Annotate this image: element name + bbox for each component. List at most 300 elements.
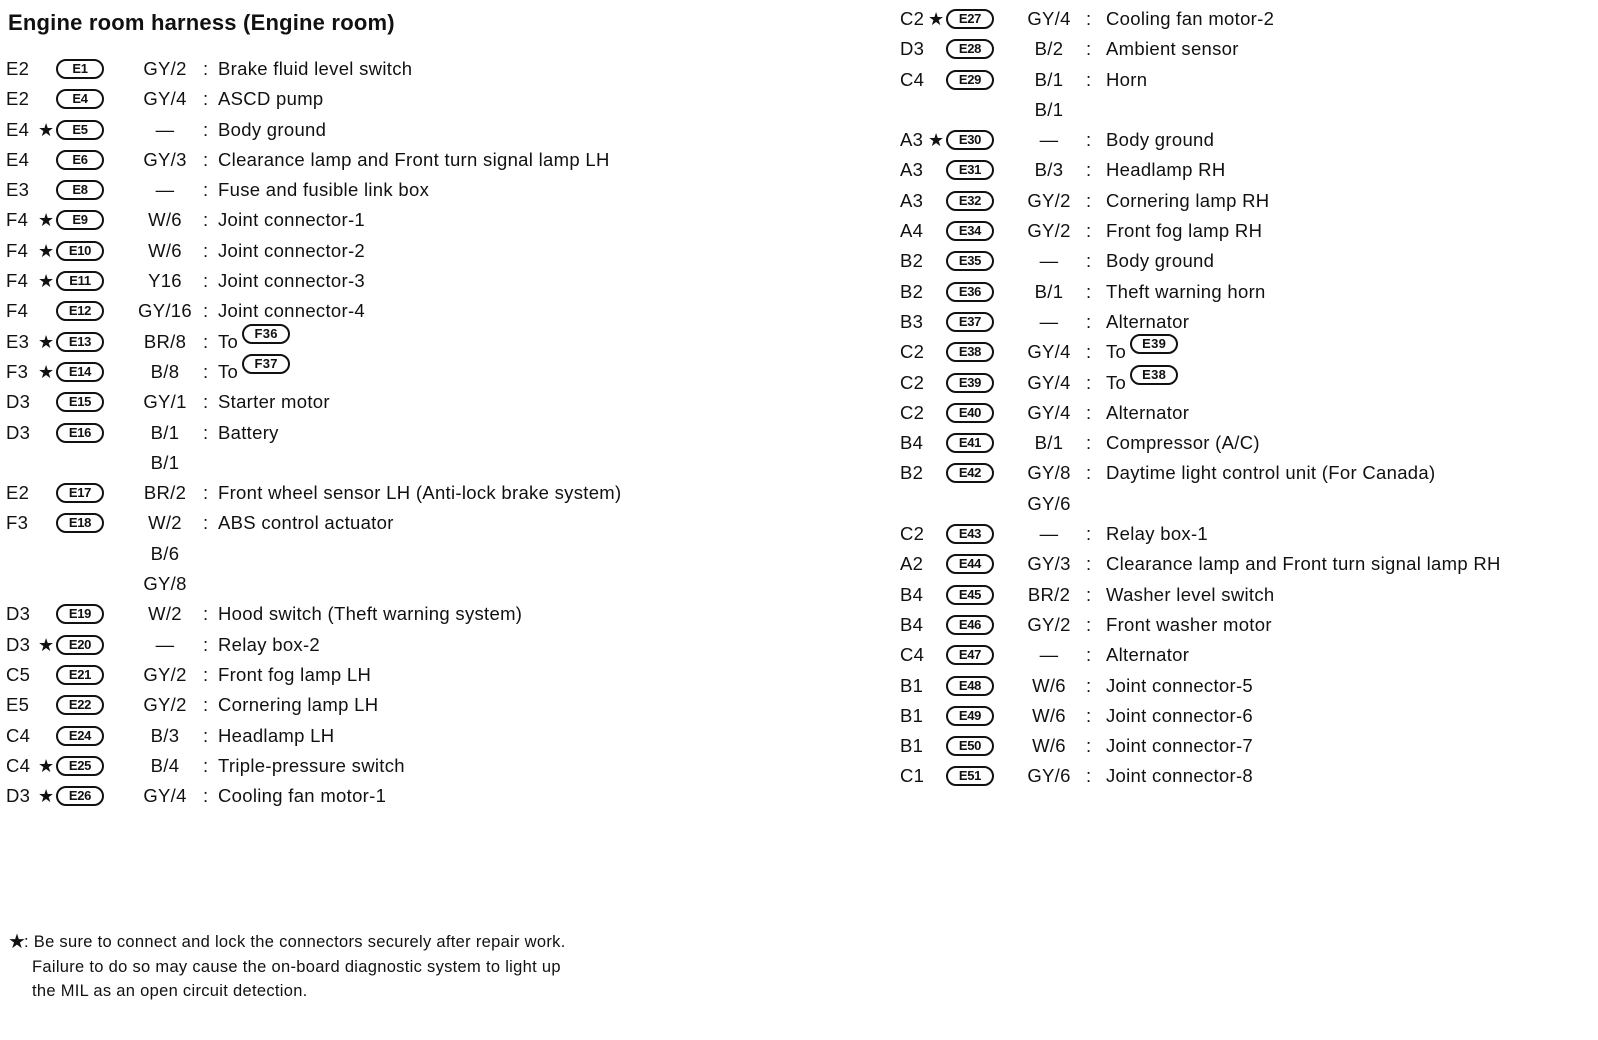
grid-reference: F4 (6, 300, 29, 322)
connector-description (218, 751, 405, 781)
connector-badge: E51 (946, 766, 994, 786)
description-text: Relay box-2 (218, 633, 321, 655)
connector-badge: E8 (56, 180, 104, 200)
description-text: Triple-pressure switch (218, 754, 405, 776)
connector-description (1106, 366, 1167, 398)
connector-badge: E30 (946, 130, 994, 150)
connector-row (900, 580, 1590, 610)
connector-color-pins: W/6 (148, 239, 182, 261)
grid-reference: E2 (6, 482, 30, 504)
connector-row (900, 549, 1590, 579)
separator-colon: : (1086, 735, 1092, 757)
connector-badge: E19 (56, 604, 104, 624)
connector-row (900, 216, 1590, 246)
connector-row (6, 175, 766, 205)
connector-description (1106, 671, 1253, 701)
connector-badge: E49 (946, 706, 994, 726)
target-connector-badge: E38 (1130, 365, 1178, 385)
connector-badge: E17 (56, 483, 104, 503)
connector-color-pins: — (1039, 129, 1059, 151)
connector-color-pins: GY/3 (143, 148, 187, 170)
description-text: Clearance lamp and Front turn signal lamp LH (218, 148, 610, 170)
description-text: Ambient sensor (1106, 38, 1239, 60)
grid-reference: C1 (900, 765, 925, 787)
connector-badge: E48 (946, 676, 994, 696)
separator-colon: : (203, 330, 209, 352)
grid-reference: A4 (900, 220, 924, 242)
separator-colon: : (1086, 129, 1092, 151)
connector-color-pins: GY/8 (143, 573, 187, 595)
connector-color-pins: GY/4 (143, 88, 187, 110)
description-text: Joint connector-8 (1106, 765, 1254, 787)
connector-color-pins: B/3 (1034, 159, 1064, 181)
connector-color-pins: GY/4 (143, 785, 187, 807)
connector-row (900, 398, 1590, 428)
description-text: Alternator (1106, 401, 1190, 423)
connector-badge: E20 (56, 635, 104, 655)
separator-colon: : (203, 603, 209, 625)
connector-description (218, 660, 371, 690)
grid-reference: F3 (6, 360, 29, 382)
connector-color-pins: — (1039, 250, 1059, 272)
separator-colon: : (203, 118, 209, 140)
grid-reference: E5 (6, 694, 30, 716)
connector-color-pins: W/6 (1032, 674, 1066, 696)
connector-color-pins: W/6 (148, 209, 182, 231)
description-text: To (1106, 341, 1127, 363)
connector-color-pins: GY/4 (1027, 8, 1071, 29)
connector-row (6, 418, 766, 448)
connector-list-right (900, 4, 1590, 792)
grid-reference: C2 (900, 8, 925, 29)
connector-row (6, 205, 766, 235)
connector-description (1106, 761, 1253, 791)
grid-reference: D3 (6, 421, 31, 443)
star-icon: ★ (928, 130, 945, 151)
star-icon: ★ (8, 931, 27, 953)
description-text: Joint connector-7 (1106, 735, 1254, 757)
description-text: Brake fluid level switch (218, 58, 413, 79)
connector-row (900, 246, 1590, 276)
connector-row (6, 478, 766, 508)
connector-color-pins: B/1 (1034, 98, 1064, 120)
description-text: Joint connector-6 (1106, 704, 1254, 726)
grid-reference: B2 (900, 280, 924, 302)
grid-reference: C2 (900, 371, 925, 393)
separator-colon: : (1086, 704, 1092, 726)
connector-color-pins: GY/2 (1027, 613, 1071, 635)
connector-row (900, 519, 1590, 549)
grid-reference: C4 (900, 68, 925, 90)
connector-color-pins: W/6 (1032, 735, 1066, 757)
connector-badge: E37 (946, 312, 994, 332)
grid-reference: E3 (6, 179, 30, 201)
star-icon: ★ (38, 331, 55, 352)
connector-description (218, 630, 320, 660)
description-text: Cornering lamp LH (218, 694, 379, 716)
grid-reference: F4 (6, 209, 29, 231)
star-icon: ★ (38, 271, 55, 292)
connector-color-pins: GY/16 (138, 300, 192, 322)
star-icon: ★ (38, 361, 55, 382)
description-text: Starter motor (218, 391, 330, 413)
connector-badge: E32 (946, 191, 994, 211)
description-text: ASCD pump (218, 88, 324, 110)
connector-row (6, 448, 766, 478)
separator-colon: : (203, 209, 209, 231)
description-text: Front washer motor (1106, 613, 1272, 635)
connector-description (1106, 307, 1189, 337)
separator-colon: : (203, 148, 209, 170)
connector-row (900, 610, 1590, 640)
connector-description (218, 478, 621, 508)
connector-row (6, 387, 766, 417)
connector-badge: E47 (946, 645, 994, 665)
description-text: Joint connector-2 (218, 239, 366, 261)
connector-row (900, 701, 1590, 731)
description-text: Cooling fan motor-1 (218, 785, 387, 807)
connector-row (900, 761, 1590, 791)
connector-row (6, 508, 766, 538)
connector-description (218, 296, 365, 326)
grid-reference: C2 (900, 401, 925, 423)
connector-row (900, 368, 1590, 398)
connector-row (6, 327, 766, 357)
connector-badge: E42 (946, 463, 994, 483)
separator-colon: : (1086, 341, 1092, 363)
connector-row (6, 236, 766, 266)
connector-badge: E28 (946, 39, 994, 59)
footnote-text (8, 930, 566, 1004)
connector-color-pins: GY/6 (1027, 765, 1071, 787)
description-text: Front fog lamp LH (218, 663, 372, 685)
separator-colon: : (203, 421, 209, 443)
connector-list-left (6, 54, 766, 811)
description-text: Joint connector-3 (218, 270, 366, 292)
star-icon: ★ (38, 755, 55, 776)
connector-description (1106, 428, 1260, 458)
grid-reference: B1 (900, 735, 924, 757)
star-icon: ★ (38, 786, 55, 807)
connector-description (1106, 731, 1253, 761)
grid-reference: B2 (900, 462, 924, 484)
separator-colon: : (203, 239, 209, 261)
connector-description (1106, 519, 1208, 549)
grid-reference: F3 (6, 512, 29, 534)
connector-row (900, 65, 1590, 95)
separator-colon: : (203, 663, 209, 685)
connector-description (1106, 155, 1226, 185)
connector-description (1106, 4, 1274, 34)
connector-row (900, 307, 1590, 337)
grid-reference: B3 (900, 310, 924, 332)
target-connector-badge: F37 (242, 354, 290, 374)
description-text: To (218, 330, 239, 352)
connector-color-pins: W/2 (148, 603, 182, 625)
separator-colon: : (1086, 280, 1092, 302)
connector-color-pins: BR/8 (143, 330, 187, 352)
connector-color-pins: B/1 (1034, 280, 1064, 302)
connector-badge: E27 (946, 9, 994, 29)
description-text: Fuse and fusible link box (218, 179, 430, 201)
connector-row (6, 145, 766, 175)
connector-row (6, 54, 766, 84)
grid-reference: D3 (900, 38, 925, 60)
connector-row (6, 569, 766, 599)
description-text: Alternator (1106, 644, 1190, 666)
description-text: Battery (218, 421, 279, 443)
separator-colon: : (1086, 68, 1092, 90)
footnote-line-3: the MIL as an open circuit detection. (32, 982, 308, 1000)
connector-description (1106, 186, 1269, 216)
connector-description (218, 115, 326, 145)
connector-color-pins: Y16 (148, 270, 182, 292)
separator-colon: : (1086, 159, 1092, 181)
grid-reference: E2 (6, 58, 30, 79)
connector-row (900, 277, 1590, 307)
connector-description (1106, 610, 1272, 640)
connector-badge: E24 (56, 726, 104, 746)
grid-reference: A3 (900, 129, 924, 151)
connector-badge: E46 (946, 615, 994, 635)
separator-colon: : (203, 360, 209, 382)
connector-description (218, 84, 324, 114)
connector-color-pins: GY/4 (1027, 401, 1071, 423)
connector-description (218, 355, 278, 387)
connector-badge: E43 (946, 524, 994, 544)
connector-row (900, 34, 1590, 64)
separator-colon: : (1086, 644, 1092, 666)
connector-color-pins: W/2 (148, 512, 182, 534)
connector-description (218, 145, 610, 175)
separator-colon: : (203, 300, 209, 322)
connector-badge: E45 (946, 585, 994, 605)
connector-badge: E14 (56, 362, 104, 382)
connector-badge: E25 (56, 756, 104, 776)
star-icon: ★ (38, 634, 55, 655)
separator-colon: : (1086, 189, 1092, 211)
connector-row (6, 84, 766, 114)
star-icon: ★ (928, 9, 945, 29)
page-title: Engine room harness (Engine room) (8, 10, 395, 35)
grid-reference: D3 (6, 391, 31, 413)
grid-reference: C4 (6, 724, 31, 746)
grid-reference: B4 (900, 613, 924, 635)
grid-reference: E4 (6, 148, 30, 170)
connector-description (1106, 458, 1435, 488)
connector-description (218, 266, 365, 296)
description-text: Body ground (1106, 129, 1215, 151)
separator-colon: : (203, 482, 209, 504)
connector-badge: E21 (56, 665, 104, 685)
separator-colon: : (203, 58, 209, 79)
grid-reference: D3 (6, 633, 31, 655)
description-text: Theft warning horn (1106, 280, 1266, 302)
connector-description (1106, 580, 1274, 610)
connector-description (1106, 701, 1253, 731)
description-text: Horn (1106, 68, 1148, 90)
separator-colon: : (1086, 432, 1092, 454)
connector-row (900, 155, 1590, 185)
separator-colon: : (1086, 613, 1092, 635)
connector-badge: E31 (946, 160, 994, 180)
connector-row (6, 751, 766, 781)
connector-row (6, 781, 766, 811)
connector-description (218, 387, 330, 417)
description-text: Cooling fan motor-2 (1106, 8, 1275, 29)
grid-reference: A3 (900, 159, 924, 181)
grid-reference: C4 (900, 644, 925, 666)
connector-color-pins: GY/4 (1027, 341, 1071, 363)
separator-colon: : (203, 754, 209, 776)
star-icon: ★ (38, 119, 55, 140)
connector-color-pins: B/8 (150, 360, 180, 382)
connector-badge: E34 (946, 221, 994, 241)
description-text: Front wheel sensor LH (Anti-lock brake system) (218, 482, 622, 504)
connector-row (900, 125, 1590, 155)
connector-color-pins: GY/2 (143, 58, 187, 79)
connector-description (1106, 246, 1214, 276)
separator-colon: : (203, 694, 209, 716)
connector-badge: E11 (56, 271, 104, 291)
connector-row (6, 357, 766, 387)
separator-colon: : (1086, 220, 1092, 242)
connector-row (6, 599, 766, 629)
description-text: Cornering lamp RH (1106, 189, 1270, 211)
connector-description (1106, 34, 1239, 64)
description-text: Headlamp RH (1106, 159, 1226, 181)
description-text: Joint connector-5 (1106, 674, 1254, 696)
description-text: Clearance lamp and Front turn signal lamp RH (1106, 553, 1501, 575)
separator-colon: : (1086, 8, 1092, 29)
grid-reference: F4 (6, 239, 29, 261)
connector-color-pins: — (1039, 310, 1059, 332)
grid-reference: B4 (900, 583, 924, 605)
connector-color-pins: BR/2 (143, 482, 187, 504)
connector-badge: E18 (56, 513, 104, 533)
grid-reference: B4 (900, 432, 924, 454)
connector-color-pins: GY/8 (1027, 462, 1071, 484)
separator-colon: : (1086, 310, 1092, 332)
connector-color-pins: B/1 (150, 451, 180, 473)
footnote-line-2: Failure to do so may cause the on-board diagnostic system to light up (32, 957, 561, 976)
grid-reference: D3 (6, 603, 31, 625)
description-text: Relay box-1 (1106, 523, 1209, 545)
separator-colon: : (1086, 765, 1092, 787)
separator-colon: : (203, 633, 209, 655)
connector-badge: E38 (946, 342, 994, 362)
connector-color-pins: GY/2 (1027, 189, 1071, 211)
connector-color-pins: GY/6 (1027, 492, 1071, 514)
connector-color-pins: B/1 (1034, 68, 1064, 90)
footnote-line-1: : Be sure to connect and lock the connectors securely after repair work. (24, 933, 566, 951)
connector-row (6, 630, 766, 660)
connector-badge: E26 (56, 786, 104, 806)
connector-badge: E35 (946, 251, 994, 271)
grid-reference: C2 (900, 341, 925, 363)
footnote (8, 930, 566, 1004)
connector-badge: E39 (946, 373, 994, 393)
separator-colon: : (1086, 38, 1092, 60)
separator-colon: : (203, 512, 209, 534)
connector-color-pins: B/6 (150, 542, 180, 564)
description-text: Alternator (1106, 310, 1190, 332)
grid-reference: E4 (6, 118, 30, 140)
connector-row (900, 671, 1590, 701)
description-text: Body ground (218, 118, 327, 140)
connector-badge: E4 (56, 89, 104, 109)
connector-row (900, 4, 1590, 34)
grid-reference: A3 (900, 189, 924, 211)
connector-badge: E9 (56, 210, 104, 230)
connector-badge: E6 (56, 150, 104, 170)
connector-row (900, 428, 1590, 458)
grid-reference: B2 (900, 250, 924, 272)
grid-reference: A2 (900, 553, 924, 575)
connector-color-pins: B/4 (150, 754, 180, 776)
connector-color-pins: GY/2 (143, 694, 187, 716)
separator-colon: : (1086, 674, 1092, 696)
connector-description (1106, 640, 1189, 670)
connector-color-pins: BR/2 (1027, 583, 1071, 605)
connector-color-pins: GY/3 (1027, 553, 1071, 575)
description-text: Hood switch (Theft warning system) (218, 603, 523, 625)
grid-reference: C5 (6, 663, 31, 685)
connector-badge: E10 (56, 241, 104, 261)
description-text: Headlamp LH (218, 724, 335, 746)
connector-row (900, 186, 1590, 216)
connector-color-pins: — (155, 633, 175, 655)
description-text: To (218, 360, 239, 382)
connector-description (218, 325, 278, 357)
connector-badge: E40 (946, 403, 994, 423)
separator-colon: : (1086, 583, 1092, 605)
description-text: Front fog lamp RH (1106, 220, 1263, 242)
connector-description (218, 236, 365, 266)
separator-colon: : (203, 724, 209, 746)
connector-description (1106, 549, 1501, 579)
separator-colon: : (1086, 401, 1092, 423)
separator-colon: : (1086, 371, 1092, 393)
connector-color-pins: B/1 (150, 421, 180, 443)
separator-colon: : (1086, 553, 1092, 575)
connector-description (218, 508, 394, 538)
connector-color-pins: B/2 (1034, 38, 1064, 60)
connector-description (218, 418, 279, 448)
separator-colon: : (1086, 523, 1092, 545)
grid-reference: C4 (6, 754, 31, 776)
description-text: Joint connector-4 (218, 300, 366, 322)
separator-colon: : (1086, 250, 1092, 272)
connector-badge: E13 (56, 332, 104, 352)
connector-badge: E41 (946, 433, 994, 453)
description-text: Body ground (1106, 250, 1215, 272)
description-text: Daytime light control unit (For Canada) (1106, 462, 1436, 484)
grid-reference: E2 (6, 88, 30, 110)
separator-colon: : (203, 391, 209, 413)
grid-reference: D3 (6, 785, 31, 807)
connector-badge: E44 (946, 554, 994, 574)
connector-row (6, 660, 766, 690)
separator-colon: : (203, 785, 209, 807)
connector-color-pins: — (155, 179, 175, 201)
separator-colon: : (1086, 462, 1092, 484)
connector-description (218, 781, 386, 811)
connector-color-pins: B/3 (150, 724, 180, 746)
connector-row (6, 539, 766, 569)
target-connector-badge: F36 (242, 324, 290, 344)
connector-badge: E1 (56, 59, 104, 79)
